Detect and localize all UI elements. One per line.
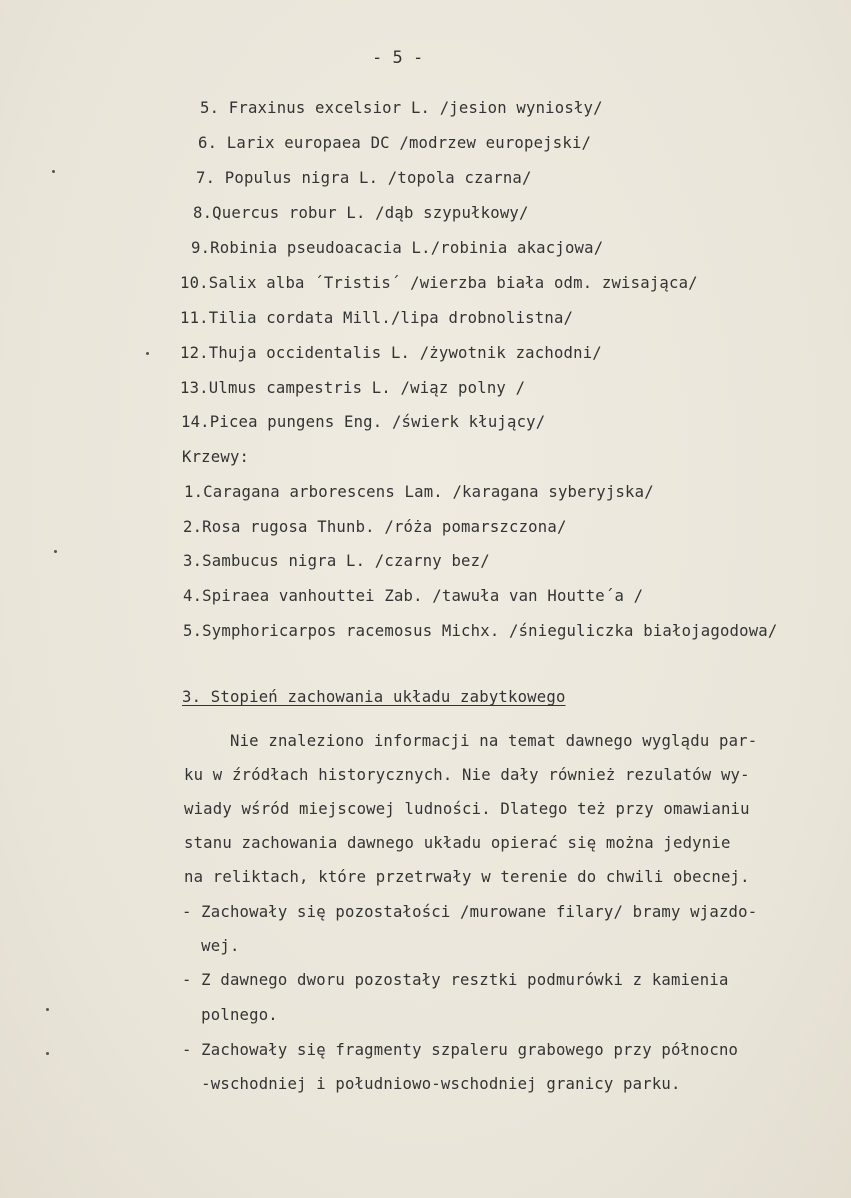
list-item: 9.Robinia pseudoacacia L./robinia akacjowa/ [191, 239, 604, 257]
list-item: 8.Quercus robur L. /dąb szypułkowy/ [193, 204, 529, 222]
shrubs-title: Krzewy: [182, 448, 250, 466]
paragraph-line: wiady wśród miejscowej ludności. Dlatego też przy omawianiu [184, 800, 750, 818]
bullet-line: polnego. [182, 1006, 278, 1024]
list-item: 5. Fraxinus excelsior L. /jesion wyniosły/ [200, 99, 603, 117]
paragraph-line: stanu zachowania dawnego układu opierać się można jedynie [184, 834, 731, 852]
list-item: 14.Picea pungens Eng. /świerk kłujący/ [181, 413, 546, 431]
paragraph-line: ku w źródłach historycznych. Nie dały również rezulatów wy- [184, 766, 750, 784]
list-item: 10.Salix alba ´Tristis´ /wierzba biała odm. zwisająca/ [180, 274, 698, 292]
list-item: 4.Spiraea vanhouttei Zab. /tawuła van Houtte´a / [183, 587, 644, 605]
list-item: 11.Tilia cordata Mill./lipa drobnolistna/ [180, 309, 574, 327]
list-item: 6. Larix europaea DC /modrzew europejski/ [198, 134, 592, 152]
section-heading: 3. Stopień zachowania układu zabytkowego [182, 688, 566, 706]
bullet-line: wej. [182, 937, 240, 955]
list-item: 3.Sambucus nigra L. /czarny bez/ [183, 552, 490, 570]
list-item: 7. Populus nigra L. /topola czarna/ [196, 169, 532, 187]
bullet-line: - Zachowały się fragmenty szpaleru grabowego przy północno [182, 1041, 739, 1059]
paper-speck [46, 1008, 49, 1011]
paper-speck [46, 1052, 49, 1055]
list-item: 1.Caragana arborescens Lam. /karagana syberyjska/ [184, 483, 654, 501]
bullet-line: - Z dawnego dworu pozostały resztki podmurówki z kamienia [182, 971, 729, 989]
paper-speck [54, 550, 57, 553]
list-item: 13.Ulmus campestris L. /wiąz polny / [180, 379, 526, 397]
paper-speck [52, 170, 55, 173]
list-item: 12.Thuja occidentalis L. /żywotnik zachodni/ [180, 344, 602, 362]
list-item: 5.Symphoricarpos racemosus Michx. /śnieguliczka białojagodowa/ [183, 622, 778, 640]
paragraph-line: Nie znaleziono informacji na temat dawnego wyglądu par- [230, 732, 758, 750]
page-number: - 5 - [372, 48, 424, 68]
paragraph-line: na reliktach, które przetrwały w terenie do chwili obecnej. [184, 868, 750, 886]
bullet-line: - Zachowały się pozostałości /murowane filary/ bramy wjazdo- [182, 903, 758, 921]
paper-speck [146, 352, 149, 355]
list-item: 2.Rosa rugosa Thunb. /róża pomarszczona/ [183, 518, 567, 536]
bullet-line: -wschodniej i południowo-wschodniej granicy parku. [182, 1075, 681, 1093]
